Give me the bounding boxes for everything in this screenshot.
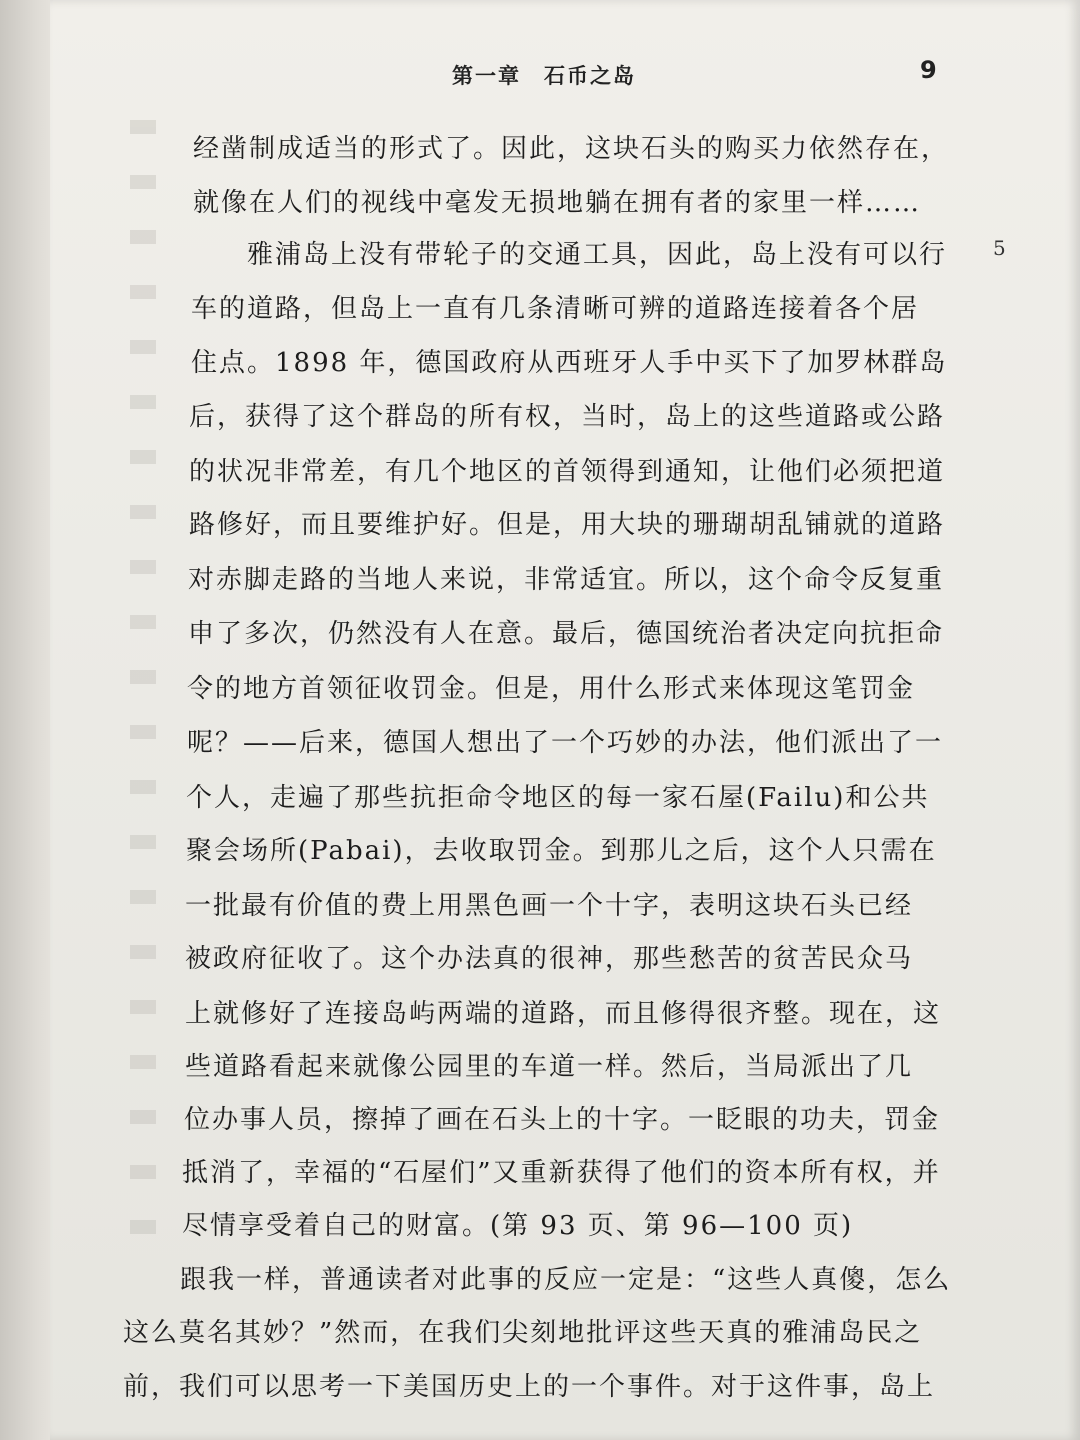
text-line: 些道路看起来就像公园里的车道一样。然后，当局派出了几 [185, 1052, 914, 1082]
text-line: 雅浦岛上没有带轮子的交通工具，因此，岛上没有可以行 [247, 240, 948, 270]
text-line: 呢？——后来，德国人想出了一个巧妙的办法，他们派出了一 [187, 728, 944, 758]
text-line: 被政府征收了。这个办法真的很神，那些愁苦的贫苦民众马 [185, 944, 914, 974]
text-line: 车的道路，但岛上一直有几条清晰可辨的道路连接着各个居 [191, 294, 920, 324]
text-line: 一批最有价值的费上用黑色画一个十字，表明这块石头已经 [185, 891, 914, 921]
text-line: 这么莫名其妙？”然而，在我们尖刻地批评这些天真的雅浦岛民之 [123, 1318, 923, 1348]
text-line: 的状况非常差，有几个地区的首领得到通知，让他们必须把道 [189, 457, 946, 487]
text-line: 路修好，而且要维护好。但是，用大块的珊瑚胡乱铺就的道路 [189, 510, 946, 540]
text-line: 位办事人员，擦掉了画在石头上的十字。一眨眼的功夫，罚金 [184, 1105, 941, 1135]
text-line: 个人，走遍了那些抗拒命令地区的每一家石屋(Failu)和公共 [186, 783, 930, 813]
text-line: 对赤脚走路的当地人来说，非常适宜。所以，这个命令反复重 [188, 565, 945, 595]
text-line: 跟我一样，普通读者对此事的反应一定是：“这些人真傻，怎么 [180, 1265, 952, 1295]
text-line: 申了多次，仍然没有人在意。最后，德国统治者决定向抗拒命 [188, 619, 945, 649]
show-through-text [130, 120, 170, 1320]
text-line: 上就修好了连接岛屿两端的道路，而且修得很齐整。现在，这 [185, 999, 942, 1029]
text-line: 后，获得了这个群岛的所有权，当时，岛上的这些道路或公路 [189, 402, 946, 432]
text-line: 令的地方首领征收罚金。但是，用什么形式来体现这笔罚金 [187, 674, 916, 704]
text-line: 前，我们可以思考一下美国历史上的一个事件。对于这件事，岛上 [123, 1372, 936, 1402]
text-line: 经凿制成适当的形式了。因此，这块石头的购买力依然存在， [193, 134, 950, 164]
text-line: 就像在人们的视线中毫发无损地躺在拥有者的家里一样…… [193, 188, 922, 218]
text-line: 抵消了，幸福的“石屋们”又重新获得了他们的资本所有权，并 [182, 1158, 941, 1188]
text-line: 尽情享受着自己的财富。(第 93 页、第 96—100 页) [182, 1211, 854, 1241]
running-head: 第一章 石币之岛 [452, 64, 636, 88]
margin-line-number: 5 [993, 236, 1006, 260]
page-number: 9 [920, 56, 937, 84]
text-line: 聚会场所(Pabai)，去收取罚金。到那儿之后，这个人只需在 [186, 836, 937, 866]
text-line: 住点。1898 年，德国政府从西班牙人手中买下了加罗林群岛 [191, 348, 948, 378]
